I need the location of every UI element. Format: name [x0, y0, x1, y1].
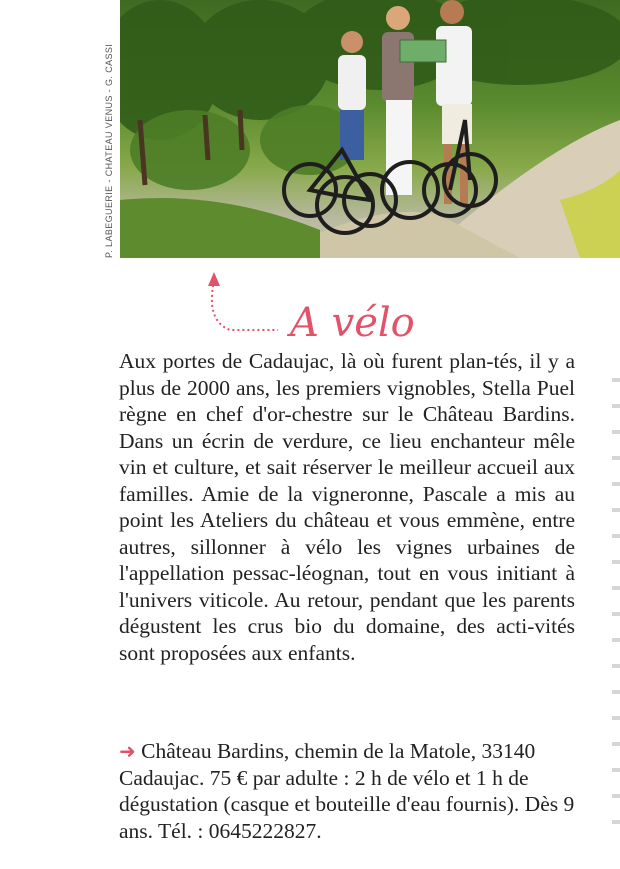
practical-info-text: Château Bardins, chemin de la Matole, 33140 Cadaujac. 75 € par adulte : 2 h de vélo et 1 h de dégustation (casque et bouteille d'eau fournis). Dès 9 ans. Tél. : 0645222827.: [119, 739, 575, 843]
photo-credit: P. LABEGUERIE - CHATEAU VENUS - G. CASSI: [104, 43, 114, 258]
practical-info: [119, 738, 575, 844]
section-heading-area: [200, 262, 440, 352]
section-heading: A vélo: [290, 300, 415, 346]
vineyard-cyclists-illustration: [120, 0, 620, 258]
adjacent-column-edge: [612, 360, 620, 840]
cycling-photo: [120, 0, 620, 258]
article-body: Aux portes de Cadaujac, là où furent plan-tés, il y a plus de 2000 ans, les premiers vignobles, Stella Puel règne en chef d'or-chestre sur le Château Bardins. Dans un écrin de verdure, ce lieu enchanteur mêle vin et culture, et sait réserver le meilleur accueil aux familles. Amie de la vigneronne, Pascale a mis au point les Ateliers du château et vous emmène, entre autres, sillonner à vélo les vignes urbaines de l'appellation pessac-léognan, tout en vous initiant à l'univers viticole. Au retour, pendant que les parents dégustent les crus bio du domaine, des acti-vités sont proposées aux enfants.: [119, 349, 575, 665]
arrow-right-icon: ➜: [119, 739, 136, 763]
